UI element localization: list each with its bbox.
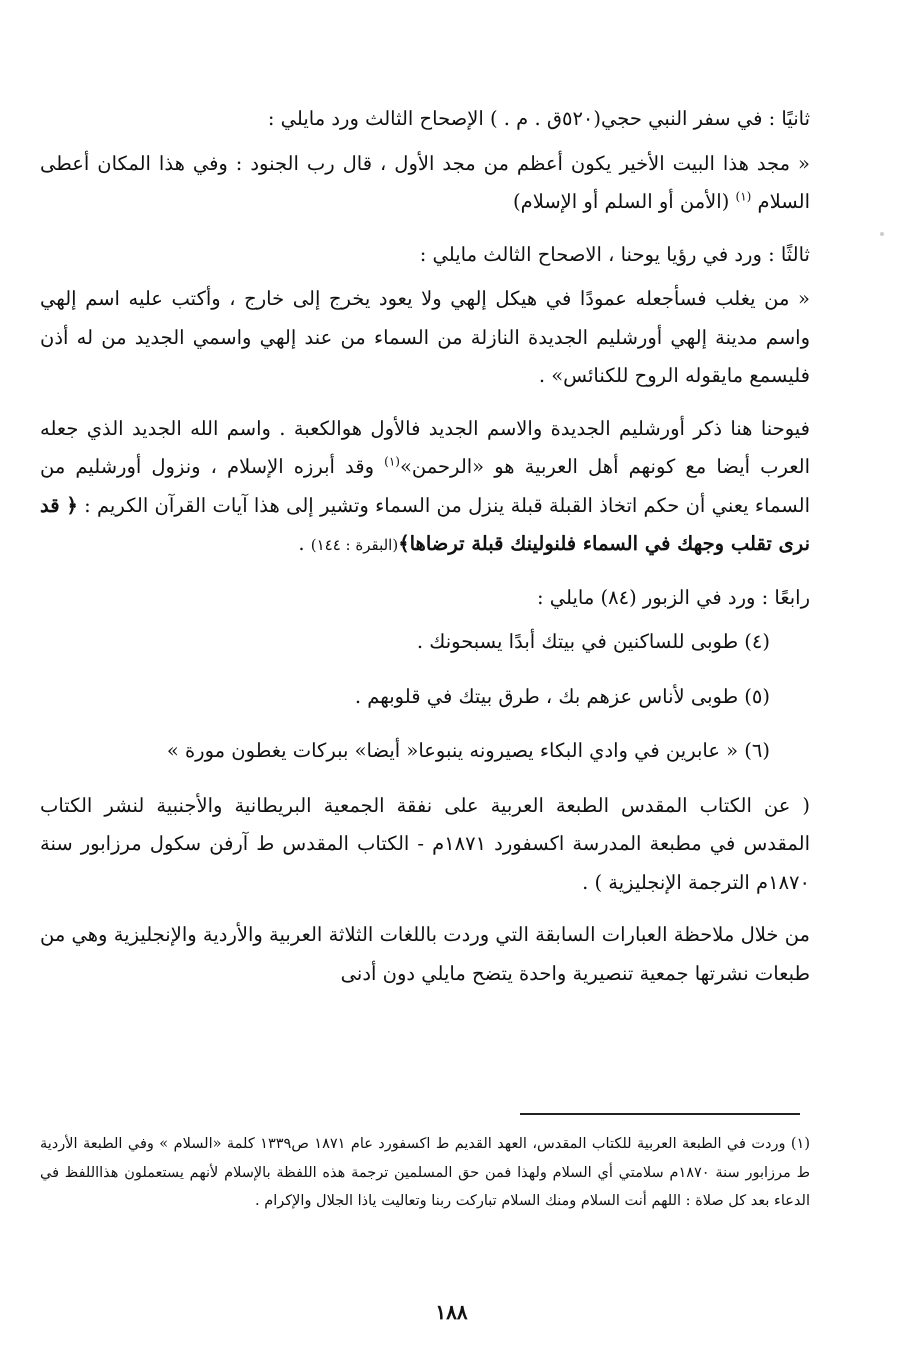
paragraph-thirdly: ثالثًا : ورد في رؤيا يوحنا ، الاصحاح الثالث مايلي :: [419, 242, 810, 266]
footnote-text: (١) وردت في الطبعة العربية للكتاب المقدس، العهد القديم ط اكسفورد عام ١٨٧١ ص١٣٣٩ كلمة «السلام » وفي الطبعة الأردية ط مرزابور سنة ١٨٧٠م سلامتي أي السلام ولهذا فمن حق المسلمين ترجمة هذه اللفظة بالإسلام لأنهم يستعملون هذااللفظ في الدعاء بعد كل صلاة : اللهم أنت السلام ومنك السلام تباركت ربنا وتعاليت ياذا الجلال والإكرام .: [40, 1136, 811, 1209]
commentary-text-a: فيوحنا هنا ذكر أورشليم الجديدة والاسم الجديد فالأول هوالكعبة . واسم الله الجديد الذي جعله العرب أيضا مع كونهم أهل العربية هو «الرحمن»: [40, 416, 811, 478]
quran-citation: (البقرة : ١٤٤): [310, 536, 399, 554]
paragraph-fourthly: رابعًا : ورد في الزبور (٨٤) مايلي :: [537, 585, 810, 609]
paragraph-revelation-quote: « من يغلب فسأجعله عمودًا في هيكل إلهي ولا يعود يخرج إلى خارج ، وأكتب عليه اسم إلهي واسم مدينة إلهي أورشليم الجديدة النازلة من السماء من عند إلهي واسمي الجديد من له أذن فليسمع مايقوله الروح للكنائس» .: [40, 287, 810, 387]
quran-verse: ﴿ قد نرى تقلب وجهك في السماء فلنولينك قبلة ترضاها﴾: [40, 493, 810, 555]
footnote: [40, 1130, 810, 1216]
paragraph-source: ( عن الكتاب المقدس الطبعة العربية على نفقة الجمعية البريطانية والأجنبية لنشر الكتاب المقدس في مطبعة المدرسة اكسفورد ١٨٧١م - الكتاب المقدس ط آرفن سكول مرزابور سنة ١٨٧٠م الترجمة الإنجليزية ) .: [40, 793, 810, 894]
psalm-verse-5: (٥) طوبى لأناس عزهم بك ، طرق بيتك في قلوبهم .: [354, 684, 770, 708]
paragraph-commentary: [40, 410, 810, 565]
main-text: [40, 100, 810, 1007]
paragraph-observation: من خلال ملاحظة العبارات السابقة التي وردت باللغات الثلاثة العربية والأردية والإنجليزية وهي من طبعات نشرتها جمعية تنصيرية واحدة يتضح مايلي دون أدنى: [40, 923, 810, 985]
footnote-divider: [520, 1113, 800, 1115]
psalm-verse-4: (٤) طوبى للساكنين في بيتك أبدًا يسبحونك .: [416, 630, 770, 653]
haggai-quote-text: « مجد هذا البيت الأخير يكون أعظم من مجد الأول ، قال رب الجنود : وفي هذا المكان أعطى السلام: [40, 151, 810, 213]
margin-mark: [880, 232, 884, 236]
commentary-text-b: وقد أبرزه الإسلام ، ونزول أورشليم من السماء يعني أن حكم اتخاذ القبلة قبلة ينزل من السماء وتشير إلى هذا آيات القرآن الكريم :: [40, 455, 810, 517]
sentence-end: .: [298, 532, 305, 555]
footnote-ref: (١): [384, 454, 400, 469]
footnote-ref: (١): [735, 189, 752, 204]
paragraph-secondly: ثانيًا : في سفر النبي حجي(٥٢٠ق . م . ) الإصحاح الثالث ورد مايلي :: [267, 107, 810, 130]
paragraph-haggai-quote: [40, 145, 810, 222]
psalm-verse-6: (٦) « عابرين في وادي البكاء يصيرونه ينبوعا« أيضا» ببركات يغطون مورة »: [166, 739, 770, 762]
page-number: ١٨٨: [435, 1300, 468, 1324]
haggai-quote-gloss: (الأمن أو السلم أو الإسلام): [513, 190, 730, 213]
